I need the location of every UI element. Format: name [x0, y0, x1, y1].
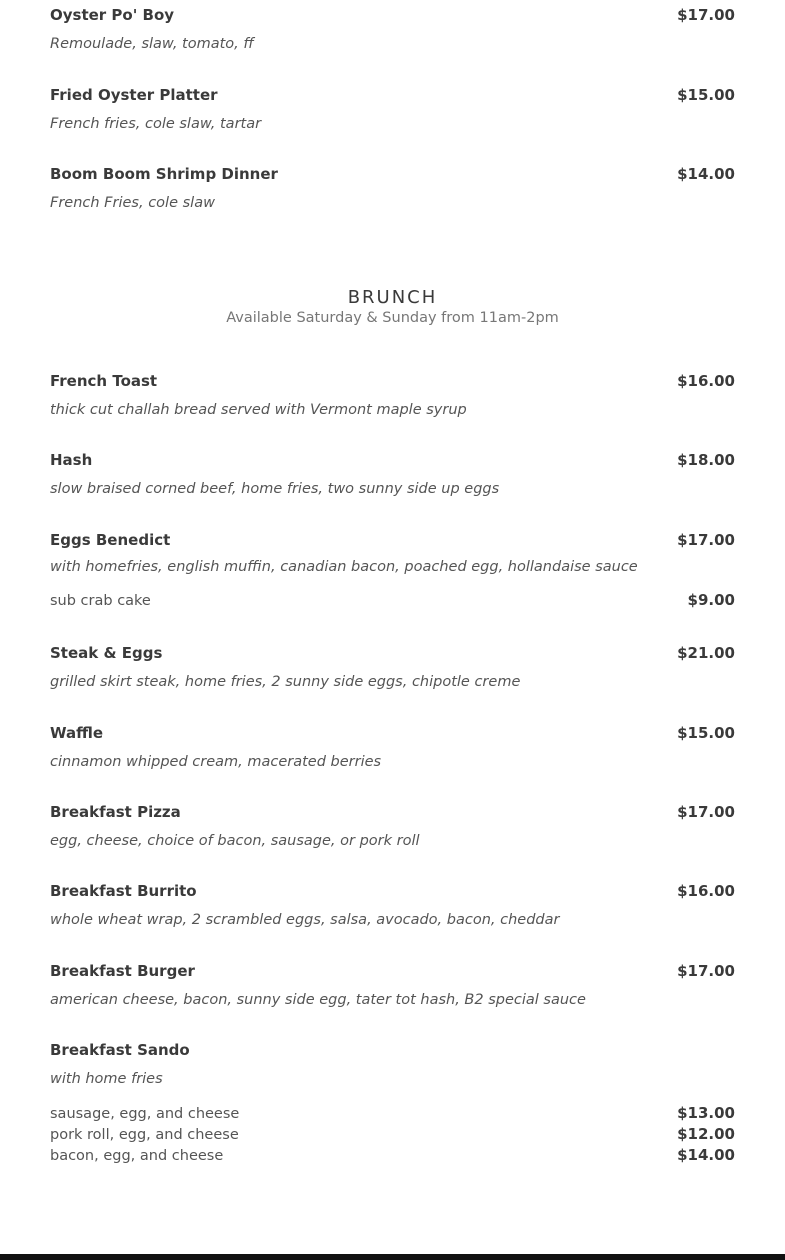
item-name: Breakfast Burger: [50, 962, 195, 980]
item-description: egg, cheese, choice of bacon, sausage, or pork roll: [50, 833, 420, 849]
addon-price: $9.00: [687, 591, 735, 609]
option-label: bacon, egg, and cheese: [50, 1148, 224, 1164]
item-name: Breakfast Sando: [50, 1041, 190, 1059]
item-name: Fried Oyster Platter: [50, 86, 218, 104]
menu-item: [50, 882, 735, 928]
item-description: French fries, cole slaw, tartar: [50, 116, 262, 132]
menu-item: [50, 372, 735, 418]
addon-row: [50, 591, 735, 609]
option-price: $14.00: [677, 1146, 735, 1164]
option-price: $12.00: [677, 1125, 735, 1143]
section-header: [0, 287, 785, 326]
item-name: Eggs Benedict: [50, 531, 171, 549]
menu-item: [50, 6, 735, 52]
addon-label: sub crab cake: [50, 593, 151, 609]
item-name: Breakfast Burrito: [50, 882, 197, 900]
item-name: Steak & Eggs: [50, 644, 163, 662]
option-row: [50, 1103, 735, 1124]
option-price: $13.00: [677, 1104, 735, 1122]
menu-item: [50, 962, 735, 1008]
menu-item: [50, 165, 735, 211]
item-name: Breakfast Pizza: [50, 803, 181, 821]
menu-item: [50, 86, 735, 132]
item-name: Waffle: [50, 724, 104, 742]
section-subtitle: Available Saturday & Sunday from 11am-2pm: [226, 310, 559, 326]
bottom-divider-bar: [0, 1254, 785, 1260]
option-label: sausage, egg, and cheese: [50, 1106, 240, 1122]
item-name: Oyster Po' Boy: [50, 6, 175, 24]
item-description: american cheese, bacon, sunny side egg, tater tot hash, B2 special sauce: [50, 992, 586, 1008]
item-price: $17.00: [677, 531, 735, 549]
section-title: BRUNCH: [347, 287, 438, 308]
menu-item: [50, 724, 735, 770]
item-description: whole wheat wrap, 2 scrambled eggs, salsa, avocado, bacon, cheddar: [50, 912, 560, 928]
menu-item: [50, 451, 735, 497]
item-price: $15.00: [677, 86, 735, 104]
item-name: Hash: [50, 451, 93, 469]
menu-item: [50, 803, 735, 849]
menu-item: [50, 1041, 735, 1166]
menu-item: [50, 531, 735, 609]
item-price: $16.00: [677, 882, 735, 900]
item-price: $15.00: [677, 724, 735, 742]
item-description: grilled skirt steak, home fries, 2 sunny side eggs, chipotle creme: [50, 674, 521, 690]
option-row: [50, 1145, 735, 1166]
item-price: $14.00: [677, 165, 735, 183]
item-description: with home fries: [50, 1071, 163, 1087]
item-name: Boom Boom Shrimp Dinner: [50, 165, 278, 183]
item-price: $17.00: [677, 803, 735, 821]
item-description: French Fries, cole slaw: [50, 195, 215, 211]
item-name: French Toast: [50, 372, 158, 390]
menu-item: [50, 644, 735, 690]
item-description: slow braised corned beef, home fries, two sunny side up eggs: [50, 481, 500, 497]
option-list: [50, 1103, 735, 1166]
item-price: $17.00: [677, 6, 735, 24]
item-description: cinnamon whipped cream, macerated berries: [50, 754, 382, 770]
item-description: thick cut challah bread served with Vermont maple syrup: [50, 402, 467, 418]
item-description: with homefries, english muffin, canadian bacon, poached egg, hollandaise sauce: [50, 559, 638, 575]
item-price: $21.00: [677, 644, 735, 662]
item-price: $18.00: [677, 451, 735, 469]
item-price: $17.00: [677, 962, 735, 980]
item-price: $16.00: [677, 372, 735, 390]
item-description: Remoulade, slaw, tomato, ff: [50, 36, 254, 52]
option-row: [50, 1124, 735, 1145]
option-label: pork roll, egg, and cheese: [50, 1127, 239, 1143]
